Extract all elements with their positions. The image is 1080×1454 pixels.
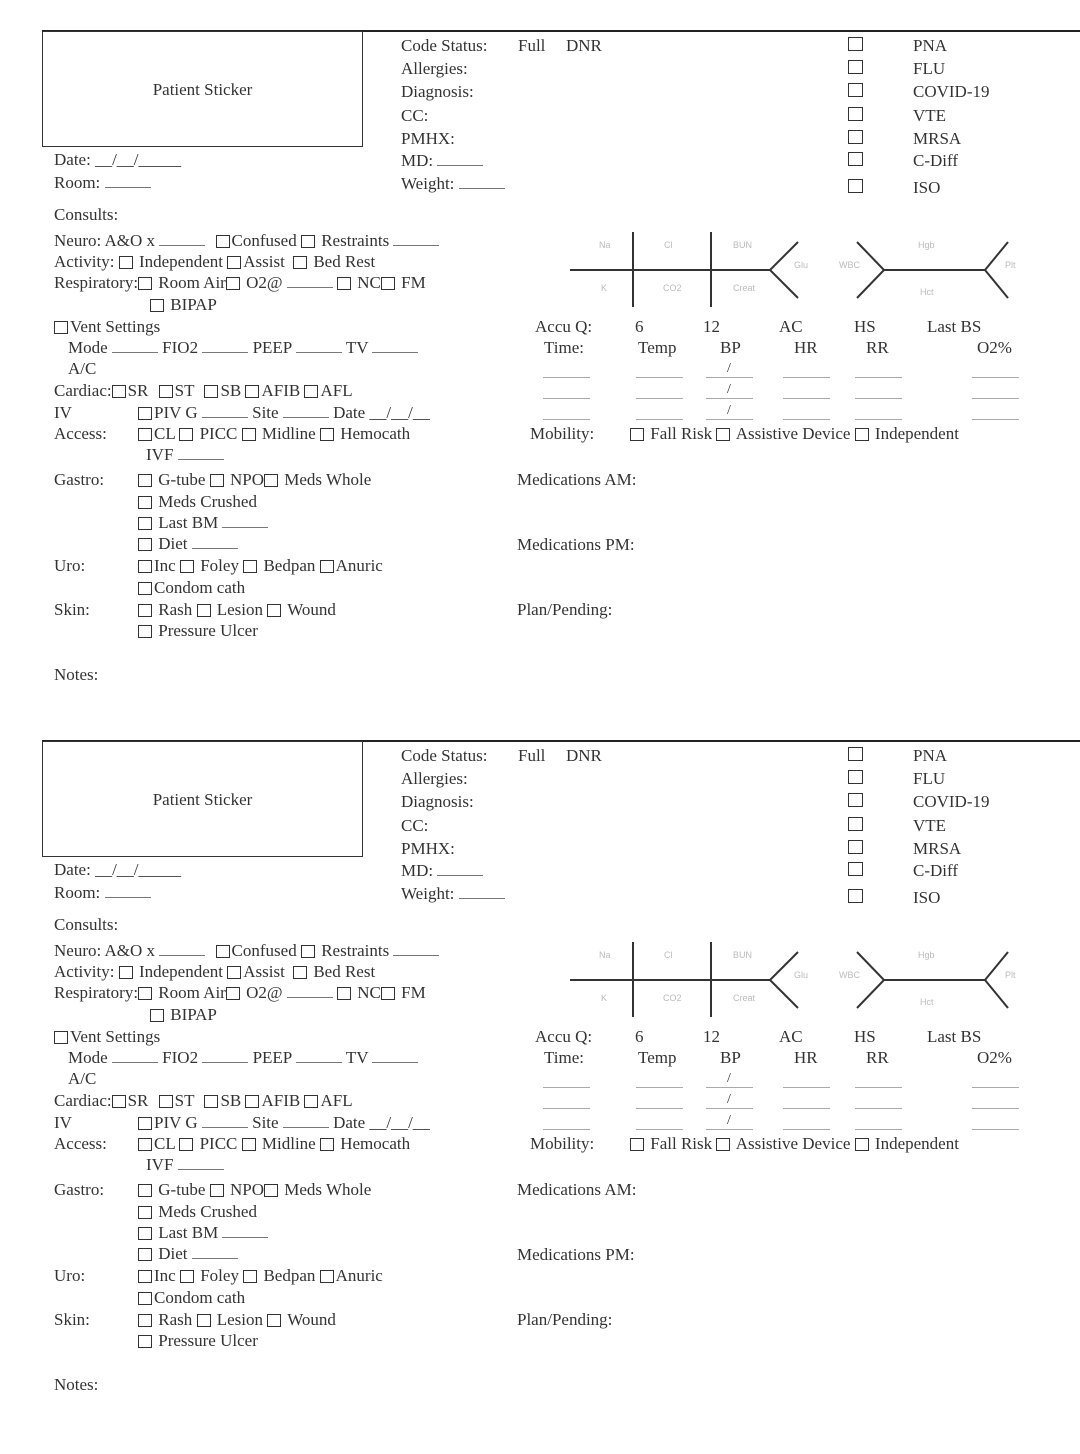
vitals-blank[interactable] xyxy=(706,1087,753,1088)
gastro-row: G-tube NPO Meds Whole xyxy=(138,1181,371,1198)
vitals-blank[interactable] xyxy=(855,398,902,399)
iv-date-blank[interactable]: __/__/__ xyxy=(369,403,430,422)
vitals-blank[interactable] xyxy=(706,1129,753,1130)
vitals-blank[interactable] xyxy=(543,377,590,378)
vitals-blank[interactable] xyxy=(783,377,830,378)
allergies-label: Allergies: xyxy=(401,59,468,78)
cc-label: CC: xyxy=(401,106,429,125)
vitals-blank[interactable] xyxy=(972,1087,1019,1088)
cl-label: Cl xyxy=(664,240,673,250)
creat-label: Creat xyxy=(733,993,756,1003)
bp-slash: / xyxy=(727,1071,731,1086)
cardiac-row: Cardiac: SR ST SB AFIB AFL xyxy=(54,1091,353,1110)
accu-time-last-bs: Last BS xyxy=(927,1027,982,1046)
medications-am-label: Medications AM: xyxy=(517,1180,637,1199)
vent-row: Vent Settings xyxy=(54,1028,160,1045)
vitals-blank[interactable] xyxy=(636,1087,683,1088)
vitals-blank[interactable] xyxy=(855,1087,902,1088)
mobility-independent-checkbox[interactable] xyxy=(855,428,869,441)
vitals-blank[interactable] xyxy=(543,1087,590,1088)
condom-row: Condom cath xyxy=(138,579,245,596)
vitals-blank[interactable] xyxy=(543,1129,590,1130)
md-row: MD: xyxy=(401,862,483,879)
skin-row: Rash Lesion Wound xyxy=(138,1311,336,1328)
na-label: Na xyxy=(599,950,611,960)
mobility-label: Mobility: xyxy=(530,424,595,443)
accu-time-last-bs: Last BS xyxy=(927,317,982,336)
assistive-device-checkbox[interactable] xyxy=(716,1138,730,1151)
date-blank[interactable]: __/__/_____ xyxy=(95,860,182,879)
access-row: CL PICC Midline Hemocath xyxy=(138,1135,410,1152)
code-full-option[interactable]: Full xyxy=(518,746,546,765)
consults-label: Consults: xyxy=(54,915,119,934)
access-label: Access: xyxy=(54,424,107,443)
accu-time-ac: AC xyxy=(779,1027,803,1046)
gastro-row: G-tube NPO Meds Whole xyxy=(138,471,371,488)
vte-label: VTE xyxy=(913,106,947,125)
plan-pending-label: Plan/Pending: xyxy=(517,600,613,619)
report-sheet xyxy=(0,710,1080,1420)
cbc-left-chevron xyxy=(857,952,884,1008)
vitals-blank[interactable] xyxy=(972,1129,1019,1130)
bipap-row: BIPAP xyxy=(150,1006,217,1023)
pna-label: PNA xyxy=(913,36,948,55)
vitals-blank[interactable] xyxy=(636,419,683,420)
k-label: K xyxy=(601,993,608,1003)
plt-label: Plt xyxy=(1005,970,1016,980)
accu-time-hs: HS xyxy=(854,317,876,336)
ivf-row: IVF xyxy=(146,446,224,463)
bmp-glu-chevron xyxy=(770,242,798,298)
patient-sticker-label: Patient Sticker xyxy=(152,80,253,99)
vitals-blank[interactable] xyxy=(706,419,753,420)
accu-time-ac: AC xyxy=(779,317,803,336)
report-sheet xyxy=(0,0,1080,710)
neuro-row: Neuro: A&O x Confused Restraints xyxy=(54,232,439,249)
fall-risk-checkbox[interactable] xyxy=(630,1138,644,1151)
vitals-blank[interactable] xyxy=(855,1129,902,1130)
respiratory-row: Respiratory: Room Air O2@ NC FM xyxy=(54,983,426,1002)
na-label: Na xyxy=(599,240,611,250)
fall-risk-checkbox[interactable] xyxy=(630,428,644,441)
meds-crushed-row: Meds Crushed xyxy=(138,493,257,510)
vent-settings-row: Mode FIO2 PEEP TV xyxy=(68,1049,418,1066)
wbc-label: WBC xyxy=(839,260,860,270)
vitals-blank[interactable] xyxy=(636,398,683,399)
vitals-blank[interactable] xyxy=(855,1108,902,1109)
code-dnr-option[interactable]: DNR xyxy=(566,36,602,55)
vitals-blank[interactable] xyxy=(783,1087,830,1088)
bp-slash: / xyxy=(727,382,731,397)
code-dnr-option[interactable]: DNR xyxy=(566,746,602,765)
date-row: Date: __/__/_____ xyxy=(54,150,182,169)
hct-label: Hct xyxy=(920,997,934,1007)
vent-row: Vent Settings xyxy=(54,318,160,335)
iso-label: ISO xyxy=(913,178,941,197)
last-bm-row: Last BM xyxy=(138,1224,268,1241)
covid-label: COVID-19 xyxy=(913,82,990,101)
temp-header: Temp xyxy=(638,1048,677,1067)
o2-header: O2% xyxy=(977,338,1012,357)
uro-label: Uro: xyxy=(54,1266,86,1285)
accu-q-label: Accu Q: xyxy=(535,1027,593,1046)
vitals-blank[interactable] xyxy=(972,398,1019,399)
vitals-blank[interactable] xyxy=(783,419,830,420)
vitals-blank[interactable] xyxy=(783,398,830,399)
iv-label: IV xyxy=(54,1113,72,1132)
mrsa-label: MRSA xyxy=(913,129,962,148)
vitals-blank[interactable] xyxy=(972,419,1019,420)
iv-date-blank[interactable]: __/__/__ xyxy=(369,1113,430,1132)
respiratory-row: Respiratory: Room Air O2@ NC FM xyxy=(54,273,426,292)
activity-row: Activity: Independent Assist Bed Rest xyxy=(54,962,376,981)
vitals-blank[interactable] xyxy=(706,377,753,378)
cardiac-row: Cardiac: SR ST SB AFIB AFL xyxy=(54,381,353,400)
iso-label: ISO xyxy=(913,888,941,907)
pressure-ulcer-row: Pressure Ulcer xyxy=(138,622,258,639)
code-status-label: Code Status: xyxy=(401,746,488,765)
last-bm-row: Last BM xyxy=(138,514,268,531)
cl-label: Cl xyxy=(664,950,673,960)
medications-pm-label: Medications PM: xyxy=(517,535,635,554)
piv-row: PIV G Site Date __/__/__ xyxy=(138,404,430,421)
vitals-blank[interactable] xyxy=(972,1108,1019,1109)
vitals-blank[interactable] xyxy=(636,1108,683,1109)
hr-header: HR xyxy=(794,338,818,357)
glu-label: Glu xyxy=(794,260,809,270)
weight-row: Weight: xyxy=(401,175,505,192)
accu-time-12: 12 xyxy=(703,317,720,336)
flu-label: FLU xyxy=(913,769,946,788)
gastro-label: Gastro: xyxy=(54,470,105,489)
vitals-blank[interactable] xyxy=(972,377,1019,378)
rr-header: RR xyxy=(866,1048,889,1067)
code-status-label: Code Status: xyxy=(401,36,488,55)
md-row: MD: xyxy=(401,152,483,169)
temp-header: Temp xyxy=(638,338,677,357)
bp-slash: / xyxy=(727,1113,731,1128)
vitals-blank[interactable] xyxy=(543,419,590,420)
weight-row: Weight: xyxy=(401,885,505,902)
o2-header: O2% xyxy=(977,1048,1012,1067)
patient-sticker-label: Patient Sticker xyxy=(152,790,253,809)
vitals-blank[interactable] xyxy=(706,398,753,399)
ivf-row: IVF xyxy=(146,1156,224,1173)
vitals-blank[interactable] xyxy=(636,1129,683,1130)
wbc-label: WBC xyxy=(839,970,860,980)
pmhx-label: PMHX: xyxy=(401,839,455,858)
activity-row: Activity: Independent Assist Bed Rest xyxy=(54,252,376,271)
skin-label: Skin: xyxy=(54,1310,90,1329)
iv-label: IV xyxy=(54,403,72,422)
vitals-blank[interactable] xyxy=(543,398,590,399)
accu-time-12: 12 xyxy=(703,1027,720,1046)
bp-header: BP xyxy=(720,338,741,357)
bmp-glu-chevron xyxy=(770,952,798,1008)
piv-row: PIV G Site Date __/__/__ xyxy=(138,1114,430,1131)
time-label: Time: xyxy=(544,1048,585,1067)
ac-label: A/C xyxy=(68,359,97,378)
access-row: CL PICC Midline Hemocath xyxy=(138,425,410,442)
accu-time-6: 6 xyxy=(635,317,644,336)
hr-header: HR xyxy=(794,1048,818,1067)
condom-row: Condom cath xyxy=(138,1289,245,1306)
plt-label: Plt xyxy=(1005,260,1016,270)
bp-slash: / xyxy=(727,403,731,418)
flu-label: FLU xyxy=(913,59,946,78)
accu-time-6: 6 xyxy=(635,1027,644,1046)
cc-label: CC: xyxy=(401,816,429,835)
bp-header: BP xyxy=(720,1048,741,1067)
vitals-blank[interactable] xyxy=(783,1129,830,1130)
co2-label: CO2 xyxy=(663,993,682,1003)
vitals-blank[interactable] xyxy=(636,377,683,378)
bun-label: BUN xyxy=(733,240,753,250)
room-row: Room: xyxy=(54,884,151,901)
meds-crushed-row: Meds Crushed xyxy=(138,1203,257,1220)
assistive-device-checkbox[interactable] xyxy=(716,428,730,441)
mobility-row: Fall Risk Assistive Device Independent xyxy=(630,425,959,442)
hct-label: Hct xyxy=(920,287,934,297)
mrsa-label: MRSA xyxy=(913,839,962,858)
hgb-label: Hgb xyxy=(918,240,935,250)
skin-row: Rash Lesion Wound xyxy=(138,601,336,618)
date-row: Date: __/__/_____ xyxy=(54,860,182,879)
bipap-row: BIPAP xyxy=(150,296,217,313)
allergies-label: Allergies: xyxy=(401,769,468,788)
pna-label: PNA xyxy=(913,746,948,765)
mobility-independent-checkbox[interactable] xyxy=(855,1138,869,1151)
room-row: Room: xyxy=(54,174,151,191)
cdiff-label: C-Diff xyxy=(913,151,959,170)
vitals-blank[interactable] xyxy=(783,1108,830,1109)
cbc-right-chevron xyxy=(985,952,1008,1008)
access-label: Access: xyxy=(54,1134,107,1153)
uro-row: Inc Foley Bedpan Anuric xyxy=(138,1267,383,1284)
diagnosis-label: Diagnosis: xyxy=(401,82,474,101)
accu-time-hs: HS xyxy=(854,1027,876,1046)
bp-slash: / xyxy=(727,361,731,376)
cdiff-label: C-Diff xyxy=(913,861,959,880)
rr-header: RR xyxy=(866,338,889,357)
uro-label: Uro: xyxy=(54,556,86,575)
notes-label: Notes: xyxy=(54,1375,99,1394)
hgb-label: Hgb xyxy=(918,950,935,960)
accu-q-label: Accu Q: xyxy=(535,317,593,336)
code-full-option[interactable]: Full xyxy=(518,36,546,55)
covid-label: COVID-19 xyxy=(913,792,990,811)
diagnosis-label: Diagnosis: xyxy=(401,792,474,811)
date-blank[interactable]: __/__/_____ xyxy=(95,150,182,169)
ac-label: A/C xyxy=(68,1069,97,1088)
gastro-label: Gastro: xyxy=(54,1180,105,1199)
co2-label: CO2 xyxy=(663,283,682,293)
consults-label: Consults: xyxy=(54,205,119,224)
vitals-blank[interactable] xyxy=(706,1108,753,1109)
mobility-label: Mobility: xyxy=(530,1134,595,1153)
uro-row: Inc Foley Bedpan Anuric xyxy=(138,557,383,574)
time-label: Time: xyxy=(544,338,585,357)
diet-row: Diet xyxy=(138,1245,238,1262)
glu-label: Glu xyxy=(794,970,809,980)
bp-slash: / xyxy=(727,1092,731,1107)
skin-label: Skin: xyxy=(54,600,90,619)
notes-label: Notes: xyxy=(54,665,99,684)
diet-row: Diet xyxy=(138,535,238,552)
medications-am-label: Medications AM: xyxy=(517,470,637,489)
pressure-ulcer-row: Pressure Ulcer xyxy=(138,1332,258,1349)
creat-label: Creat xyxy=(733,283,756,293)
neuro-row: Neuro: A&O x Confused Restraints xyxy=(54,942,439,959)
vte-label: VTE xyxy=(913,816,947,835)
k-label: K xyxy=(601,283,608,293)
medications-pm-label: Medications PM: xyxy=(517,1245,635,1264)
vent-settings-row: Mode FIO2 PEEP TV xyxy=(68,339,418,356)
vitals-blank[interactable] xyxy=(855,377,902,378)
cbc-left-chevron xyxy=(857,242,884,298)
bun-label: BUN xyxy=(733,950,753,960)
vitals-blank[interactable] xyxy=(543,1108,590,1109)
vitals-blank[interactable] xyxy=(855,419,902,420)
pmhx-label: PMHX: xyxy=(401,129,455,148)
plan-pending-label: Plan/Pending: xyxy=(517,1310,613,1329)
mobility-row: Fall Risk Assistive Device Independent xyxy=(630,1135,959,1152)
cbc-right-chevron xyxy=(985,242,1008,298)
